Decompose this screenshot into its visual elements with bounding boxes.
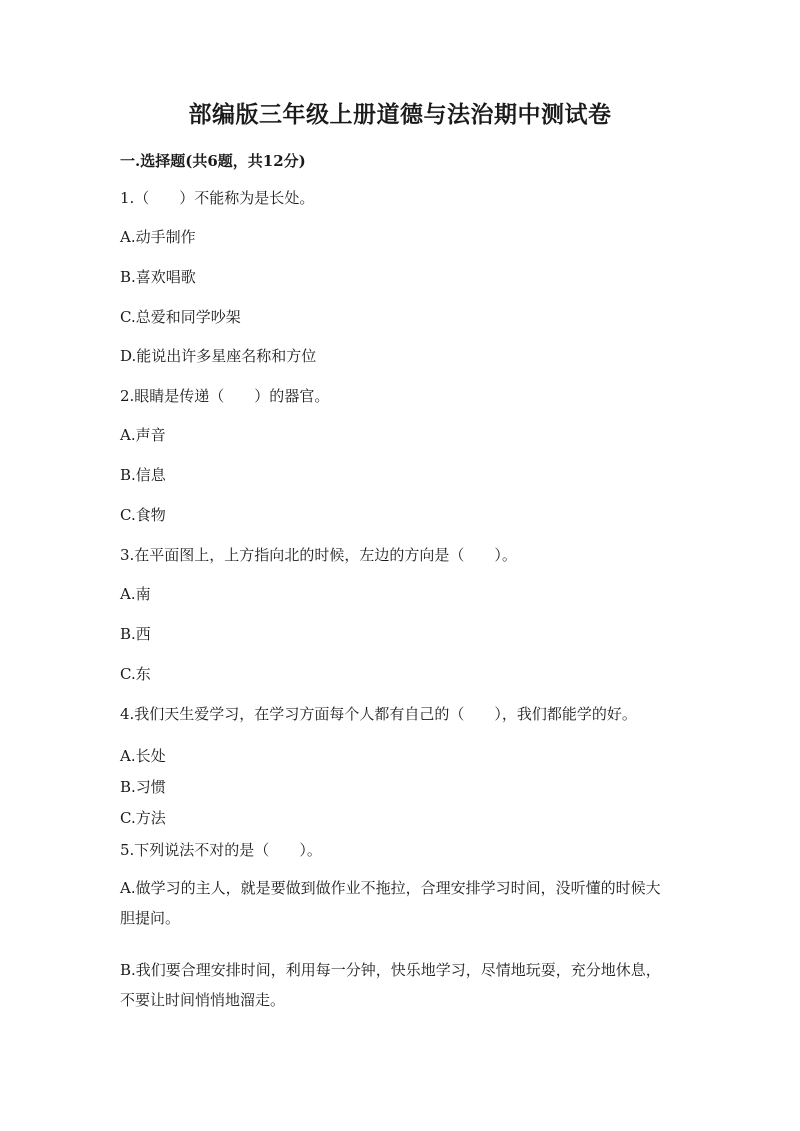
question-4-option-b: B.习惯: [120, 778, 166, 796]
question-1-stem: 1.（ ）不能称为是长处。: [120, 189, 315, 207]
question-3-option-b: B.西: [120, 625, 151, 643]
question-4-option-a: A.长处: [120, 747, 166, 765]
question-1-option-b: B.喜欢唱歌: [120, 268, 196, 286]
question-1-option-a: A.动手制作: [120, 228, 196, 246]
question-5-option-a: A.做学习的主人，就是要做到做作业不拖拉，合理安排学习时间，没听懂的时候大胆提问。: [120, 879, 661, 927]
question-4-stem: 4.我们天生爱学习，在学习方面每个人都有自己的（ ），我们都能学的好。: [120, 705, 637, 723]
question-1-option-c: C.总爱和同学吵架: [120, 308, 241, 326]
page-title: 部编版三年级上册道德与法治期中测试卷: [188, 101, 612, 128]
question-1-option-d: D.能说出许多星座名称和方位: [120, 347, 317, 365]
question-3-option-c: C.东: [120, 665, 151, 683]
question-2-stem: 2.眼睛是传递（ ）的器官。: [120, 387, 330, 405]
question-5-stem: 5.下列说法不对的是（ ）。: [120, 841, 322, 859]
section-header: 一.选择题(共6题，共12分): [120, 152, 306, 170]
question-3-option-a: A.南: [120, 585, 151, 603]
question-2-option-a: A.声音: [120, 426, 166, 444]
question-5-option-b: B.我们要合理安排时间，利用每一分钟，快乐地学习，尽情地玩耍，充分地休息，不要让时间悄悄地溜走。: [120, 961, 661, 1009]
question-3-stem: 3.在平面图上，上方指向北的时候，左边的方向是（ ）。: [120, 546, 517, 564]
question-2-option-c: C.食物: [120, 506, 166, 524]
question-2-option-b: B.信息: [120, 466, 166, 484]
question-4-option-c: C.方法: [120, 809, 166, 827]
